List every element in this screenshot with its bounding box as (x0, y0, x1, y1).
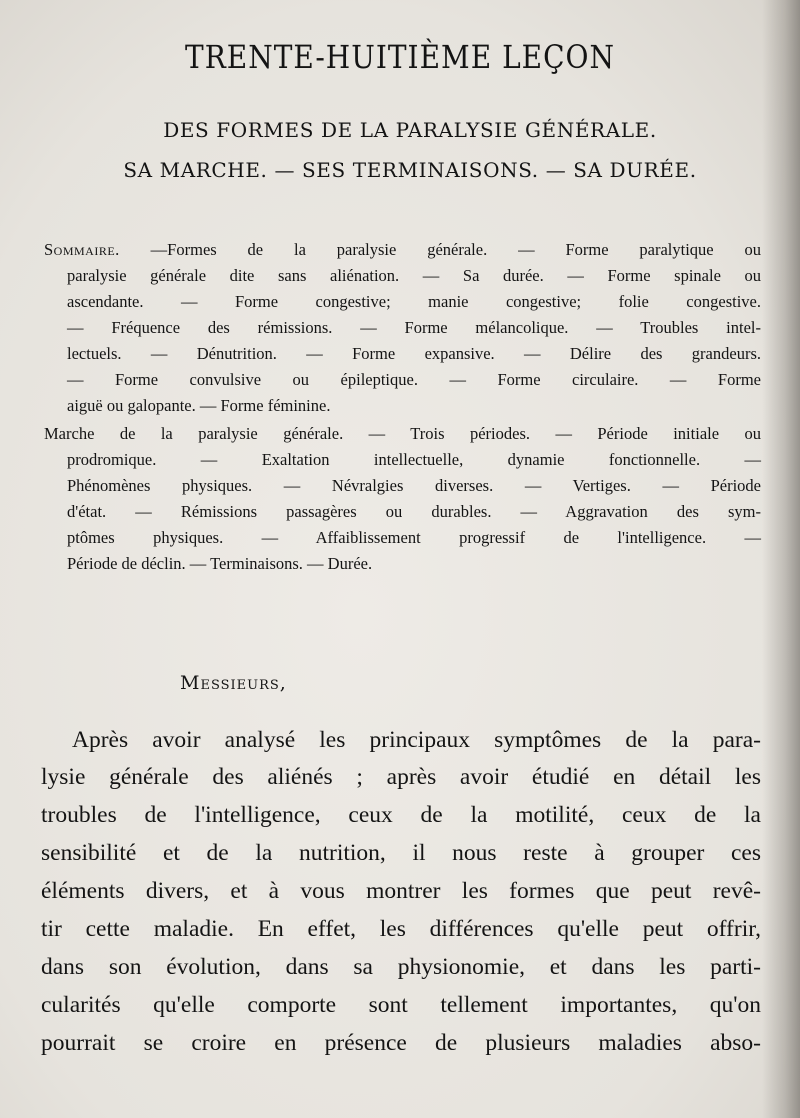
summary-line: d'état. — Rémissions passagères ou durables. — Aggravation des sym- (67, 502, 761, 521)
summary-line: Période de déclin. — Terminaisons. — Durée. (67, 554, 373, 573)
summary-line: prodromique. — Exaltation intellectuelle, dynamie fonctionnelle. — (67, 450, 761, 469)
summary-line: lectuels. — Dénutrition. — Forme expansive. — Délire des grandeurs. (67, 344, 761, 363)
body-line: cularités qu'elle comporte sont tellement importantes, qu'on (41, 992, 761, 1018)
summary-line: ascendante. — Forme congestive; manie congestive; folie congestive. (67, 292, 761, 311)
summary-line: aiguë ou galopante. — Forme féminine. (67, 396, 331, 415)
summary-line: ptômes physiques. — Affaiblissement progressif de l'intelligence. — (67, 528, 761, 547)
body-line: tir cette maladie. En effet, les différences qu'elle peut offrir, (41, 916, 761, 942)
summary-line: Marche de la paralysie générale. — Trois périodes. — Période initiale ou (44, 424, 761, 443)
body-line: troubles de l'intelligence, ceux de la motilité, ceux de la (41, 802, 761, 828)
body-line: sensibilité et de la nutrition, il nous reste à grouper ces (41, 840, 761, 866)
body-line: pourrait se croire en présence de plusieurs maladies abso- (41, 1030, 761, 1056)
body-line: lysie générale des aliénés ; après avoir étudié en détail les (41, 764, 761, 790)
summary-line: Sommaire. —Formes de la paralysie générale. — Forme paralytique ou (44, 240, 761, 259)
chapter-subtitle-line-1: DES FORMES DE LA PARALYSIE GÉNÉRALE. (163, 118, 657, 142)
body-line: Après avoir analysé les principaux symptômes de la para- (72, 727, 761, 753)
lesson-title: TRENTE-HUITIÈME LEÇON (185, 38, 615, 76)
summary-line: — Fréquence des rémissions. — Forme mélancolique. — Troubles intel- (67, 318, 761, 337)
body-line: dans son évolution, dans sa physionomie, et dans les parti- (41, 954, 761, 980)
summary-line: — Forme convulsive ou épileptique. — Forme circulaire. — Forme (67, 370, 761, 389)
chapter-subtitle-line-2: SA MARCHE. — SES TERMINAISONS. — SA DURÉE. (123, 158, 697, 182)
summary-label: Sommaire. (44, 240, 120, 259)
summary-line: paralysie générale dite sans aliénation. — Sa durée. — Forme spinale ou (67, 266, 761, 285)
greeting: Messieurs, (180, 672, 287, 694)
summary-line: Phénomènes physiques. — Névralgies diverses. — Vertiges. — Période (67, 476, 761, 495)
body-line: éléments divers, et à vous montrer les formes que peut revê- (41, 878, 761, 904)
